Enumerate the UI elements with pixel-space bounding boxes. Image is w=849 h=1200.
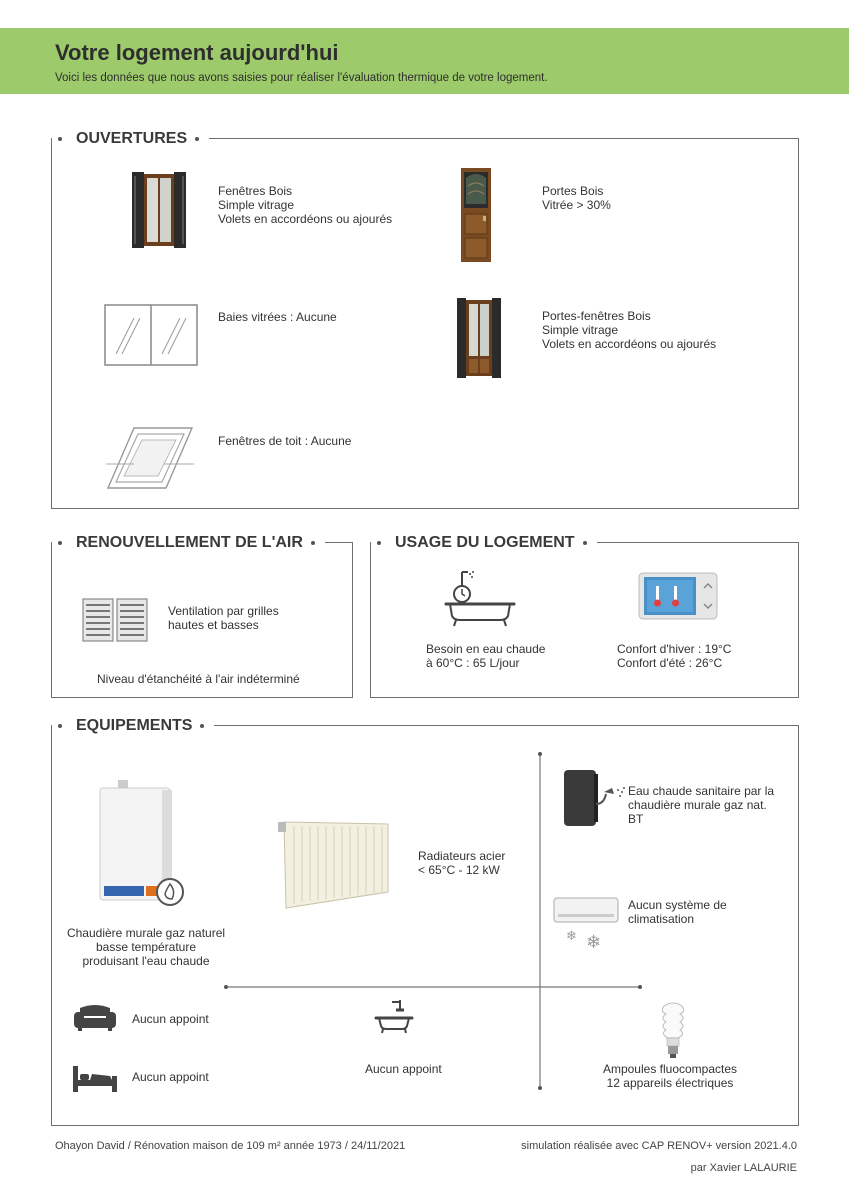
baies-text: Baies vitrées : Aucune [218,310,337,324]
radiator-icon [276,818,394,912]
appoint-bain-text: Aucun appoint [365,1062,442,1076]
french-door-icon [454,296,504,380]
section-title: USAGE DU LOGEMENT [371,533,597,553]
bed-icon [72,1064,118,1094]
section-title: OUVERTURES [52,129,209,149]
fenetres-toit-text: Fenêtres de toit : Aucune [218,434,352,448]
bay-window-icon [104,304,198,366]
ventilation-text: Ventilation par grilles hautes et basses [168,604,279,632]
armchair-icon [74,1002,116,1032]
appoint-chambre-text: Aucun appoint [132,1070,209,1084]
svg-text:❄: ❄ [586,932,602,952]
ventilation-grille-icon [82,598,148,642]
header-banner [0,28,849,94]
roof-window-icon [104,424,196,492]
confort-text: Confort d'hiver : 19°C Confort d'été : 26°C [617,642,732,670]
radiateurs-text: Radiateurs acier < 65°C - 12 kW [418,849,506,877]
appoint-salon-text: Aucun appoint [132,1012,209,1026]
footer-software: simulation réalisée avec CAP RENOV+ version 2021.4.0 [521,1140,797,1152]
thermostat-icon [638,572,718,620]
cfl-bulb-icon [656,1000,690,1060]
eau-chaude-text: Besoin en eau chaude à 60°C : 65 L/jour [426,642,546,670]
section-title: RENOUVELLEMENT DE L'AIR [52,533,325,553]
portes-text: Portes Bois Vitrée > 30% [542,184,611,212]
wood-window-icon [128,170,190,252]
chaudiere-text: Chaudière murale gaz naturel basse température produisant l'eau chaude [66,926,226,968]
footer-author: par Xavier LALAURIE [690,1162,797,1174]
etancheite-text: Niveau d'étanchéité à l'air indéterminé [97,672,300,686]
eclairage-text: Ampoules fluocompactes 12 appareils électriques [602,1062,738,1090]
bath-icon [374,998,414,1034]
fenetres-text: Fenêtres Bois Simple vitrage Volets en accordéons ou ajourés [218,184,393,226]
portes-fenetres-text: Portes-fenêtres Bois Simple vitrage Volets en accordéons ou ajourés [542,309,717,351]
svg-text:❄: ❄ [566,929,577,944]
page-title: Votre logement aujourd'hui [55,40,339,65]
section-title: EQUIPEMENTS [52,716,214,736]
air-conditioner-icon [552,896,620,952]
clim-text: Aucun système de climatisation [628,898,727,926]
page-subtitle: Voici les données que nous avons saisies pour réaliser l'évaluation thermique de votre logement. [55,72,548,84]
water-heater-icon [560,768,628,830]
wood-door-icon [456,166,496,264]
gas-boiler-icon [96,778,188,908]
ecs-text: Eau chaude sanitaire par la chaudière murale gaz nat. BT [628,784,775,826]
footer-project: Ohayon David / Rénovation maison de 109 m² année 1973 / 24/11/2021 [55,1140,406,1152]
bath-thermometer-icon [442,566,518,628]
section-usage [370,534,799,698]
